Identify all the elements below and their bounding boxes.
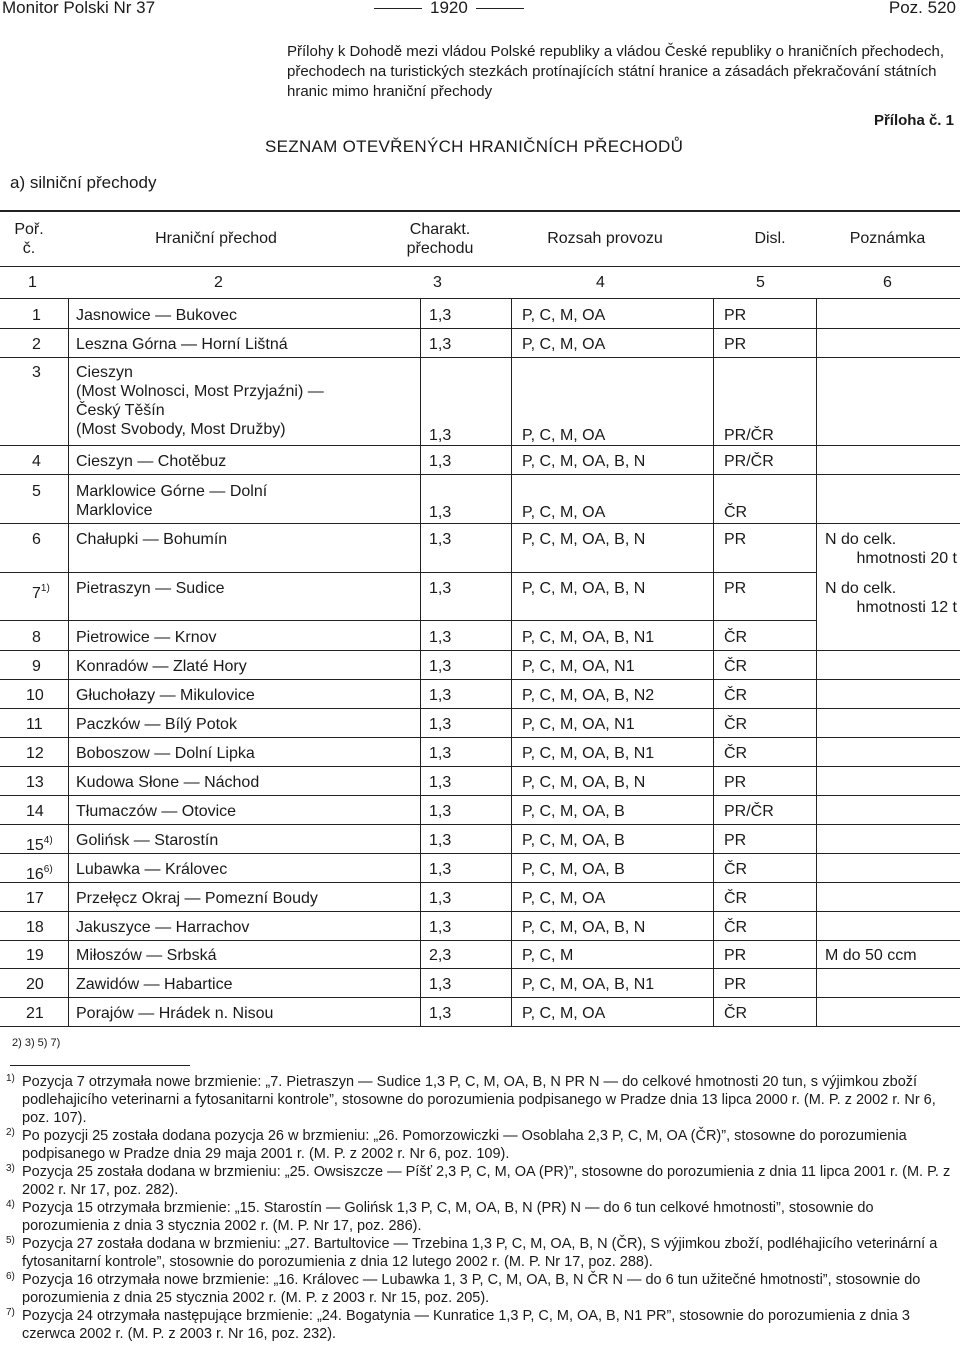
- row-number: 2: [32, 336, 41, 353]
- col-number: 3: [433, 274, 442, 291]
- crossing-name: Konradów — Zlaté Hory: [76, 658, 247, 675]
- char-cell: 1,3: [429, 531, 452, 548]
- col-number: 6: [883, 274, 892, 291]
- crossing-cell: [76, 918, 416, 937]
- disl-cell: PR/ČR: [724, 803, 774, 820]
- disl-cell: PR/ČR: [724, 427, 774, 444]
- char-cell: 1,3: [429, 307, 452, 324]
- crossing-cell: [76, 335, 416, 354]
- col-char-header: Charakt. přechodu: [406, 221, 474, 257]
- disl-cell: ČR: [724, 919, 748, 936]
- crossing-cell: [76, 579, 416, 598]
- crossing-name: Chałupki — Bohumín: [76, 531, 228, 548]
- disl-cell: ČR: [724, 629, 748, 646]
- row-rule: [0, 882, 960, 883]
- row-number: 1: [32, 307, 41, 324]
- crossing-name-line: Marklowice Górne — Dolní: [76, 483, 268, 500]
- disl-cell: ČR: [724, 716, 748, 733]
- footnote-mark: 1): [6, 1073, 15, 1084]
- row-number: 15$^{4)}$: [26, 835, 53, 854]
- footnote-mark: 4): [6, 1199, 15, 1210]
- journal-title: Monitor Polski Nr 37: [2, 0, 156, 17]
- crossing-name-line: Marklovice: [76, 502, 153, 519]
- crossing-cell: [76, 686, 416, 705]
- scope-cell: P, C, M, OA, B, N1: [522, 629, 655, 646]
- scope-cell: P, C, M, OA: [522, 504, 606, 521]
- footnote-text: Pozycja 16 otrzymała nowe brzmienie: „16. Královec — Lubawka 1, 3 P, C, M, OA, B, N ČR N — do 6 tun užitečné hmotnosti”, stosownie do porozumienia z dnia 25 stycznia 2002 r. (M. P. z 2003 r. Nr 15, poz. 205).: [22, 1272, 921, 1306]
- list-title: SEZNAM OTEVŘENÝCH HRANIČNÍCH PŘECHODŮ: [265, 137, 684, 156]
- crossing-cell: [76, 773, 416, 792]
- row-rule: [0, 357, 960, 358]
- disl-cell: PR: [724, 580, 747, 597]
- disl-cell: ČR: [724, 861, 748, 878]
- scope-cell: P, C, M, OA, B, N: [522, 919, 646, 936]
- row-number: 7$^{1)}$: [32, 583, 50, 602]
- char-cell: 1,3: [429, 687, 452, 704]
- row-number: 12: [26, 745, 44, 762]
- grid-vline: [420, 298, 421, 1026]
- char-cell: 1,3: [429, 976, 452, 993]
- crossing-name: Golińsk — Starostín: [76, 832, 219, 849]
- footnote-ref: 4): [43, 835, 53, 846]
- col-number: 1: [28, 274, 37, 291]
- crossing-name: Zawidów — Habartice: [76, 976, 233, 993]
- footnote-rule: [10, 1065, 190, 1066]
- scope-cell: P, C, M, OA, B, N: [522, 774, 646, 791]
- disl-cell: ČR: [724, 1005, 748, 1022]
- crossing-cell: [76, 744, 416, 763]
- col-number: 5: [756, 274, 765, 291]
- row-number: 17: [26, 890, 44, 907]
- crossing-cell: [76, 889, 416, 908]
- scope-cell: P, C, M, OA, B, N1: [522, 745, 655, 762]
- crossing-name-line: Cieszyn: [76, 364, 133, 381]
- page-header: [0, 0, 960, 22]
- scope-cell: P, C, M, OA, B, N: [522, 531, 646, 548]
- note-line: N do celk.: [825, 531, 897, 548]
- scope-cell: P, C, M, OA, B: [522, 832, 625, 849]
- scope-cell: P, C, M, OA: [522, 427, 606, 444]
- row-rule: [0, 474, 960, 475]
- char-cell: 1,3: [429, 774, 452, 791]
- row-rule: [0, 523, 960, 524]
- footnote-mark: 3): [6, 1163, 15, 1174]
- scope-cell: P, C, M, OA: [522, 336, 606, 353]
- row-number: 20: [26, 976, 44, 993]
- footnote-mark: 6): [6, 1271, 15, 1282]
- crossing-name: Boboszow — Dolní Lipka: [76, 745, 255, 762]
- row-number: 4: [32, 453, 41, 470]
- footnote-text: Pozycja 27 została dodana w brzmieniu: „27. Bartultovice — Trzebina 1,3 P, C, M, OA, B, N (ČR), S výjimkou zboží, podléhajicího veterinární a fytosanitarní kontrole”, stosownie do porozumienia z dnia 12 lutego 2002 r. (M. P. Nr 17, poz. 288).: [22, 1236, 938, 1270]
- crossing-name: Przełęcz Okraj — Pomezní Boudy: [76, 890, 318, 907]
- footnote: [6, 1271, 956, 1307]
- footnote: [6, 1235, 956, 1271]
- footnote-ref: 6): [43, 864, 53, 875]
- col-note-header: Poznámka: [849, 230, 926, 247]
- row-rule: [0, 328, 960, 329]
- char-cell: 1,3: [429, 580, 452, 597]
- col-disl-header: Disl.: [754, 230, 786, 247]
- disl-cell: PR: [724, 832, 747, 849]
- footnote-mark: 2): [6, 1127, 15, 1138]
- crossing-cell: [76, 482, 416, 520]
- char-cell: 1,3: [429, 336, 452, 353]
- row-number: 18: [26, 919, 44, 936]
- col-number: 4: [596, 274, 605, 291]
- crossing-name: Jakuszyce — Harrachov: [76, 919, 250, 936]
- footnote-text: Pozycja 24 otrzymała następujące brzmienie: „24. Bogatynia — Kunratice 1,3 P, C, M, OA, B, N1 PR”, stosownie do porozumienia z dnia 3 czerwca 2002 r. (M. P. z 2003 r. Nr 16, poz. 232).: [22, 1308, 910, 1342]
- crossing-name: Kudowa Słone — Náchod: [76, 774, 260, 791]
- char-cell: 1,3: [429, 658, 452, 675]
- crossing-name: Jasnowice — Bukovec: [76, 307, 237, 324]
- char-cell: 2,3: [429, 947, 452, 964]
- footnote-text: Pozycja 15 otrzymała brzmienie: „15. Starostín — Golińsk 1,3 P, C, M, OA, B, N (PR) N — do 6 tun celkové hmotnosti”, stosownie do porozumienia z dnia 3 stycznia 2002 r. (M. P. Nr 17, poz. 286).: [22, 1200, 874, 1234]
- note-line: hmotnosti 12 t: [856, 599, 957, 616]
- footnote: [6, 1307, 956, 1343]
- row-rule: [0, 445, 960, 446]
- crossing-cell: [76, 657, 416, 676]
- crossing-cell: [76, 715, 416, 734]
- crossing-name: Cieszyn — Chotěbuz: [76, 453, 227, 470]
- row-number: 11: [26, 716, 43, 733]
- crossing-cell: [76, 860, 416, 879]
- crossing-cell: [76, 975, 416, 994]
- row-rule: [0, 968, 960, 969]
- scope-cell: P, C, M, OA, N1: [522, 716, 635, 733]
- row-rule: [0, 572, 816, 573]
- position-number: Poz. 520: [888, 0, 956, 17]
- char-cell: 1,3: [429, 745, 452, 762]
- crossing-name: Tłumaczów — Otovice: [76, 803, 237, 820]
- footnote: [6, 1163, 956, 1199]
- note-text: M do 50 ccm: [825, 947, 917, 964]
- note-cell: [825, 579, 957, 617]
- crossing-name-line: (Most Wolnosci, Most Przyjaźni) —: [76, 383, 324, 400]
- char-cell: 1,3: [429, 629, 452, 646]
- char-cell: 1,3: [429, 803, 452, 820]
- section-title: a) silniční přechody: [10, 173, 157, 192]
- row-rule: [0, 737, 960, 738]
- char-cell: 1,3: [429, 861, 452, 878]
- disl-cell: PR: [724, 307, 747, 324]
- year: 1920: [430, 0, 468, 17]
- row-rule: [0, 911, 960, 912]
- char-cell: 1,3: [429, 716, 452, 733]
- footnote-text: Po pozycji 25 została dodana pozycja 26 w brzmieniu: „26. Pomorzowiczki — Osoblaha 2,3 P, C, M, OA (ČR)”, stosowne do porozumienia podpisanego w Pradze dnia 29 maja 2001 r. (M. P. z 2002 r. Nr 6, poz. 109).: [22, 1128, 907, 1162]
- scope-cell: P, C, M, OA, B, N: [522, 580, 646, 597]
- row-rule: [0, 766, 960, 767]
- footnote-mark: 7): [6, 1307, 15, 1318]
- note-cell: [825, 946, 957, 965]
- footnote-text: Pozycja 7 otrzymała nowe brzmienie: „7. Pietraszyn — Sudice 1,3 P, C, M, OA, B, N PR N — do celkové hmotnosti 20 tun, s výjimkou zboží podlehajicího veterinarni a fytosanitarni kontrole”, stosowne do porozumienia podpisanego w Pradze dnia 13 lipca 2000 r. (M. P. z 2002 r. Nr 6, poz. 107).: [22, 1074, 936, 1126]
- char-cell: 1,3: [429, 453, 452, 470]
- scope-cell: P, C, M, OA, B: [522, 803, 625, 820]
- crossing-name: Lubawka — Královec: [76, 861, 228, 878]
- crossing-name: Pietrowice — Krnov: [76, 629, 217, 646]
- scope-cell: P, C, M, OA, B, N1: [522, 976, 655, 993]
- crossing-cell: [76, 452, 416, 471]
- crossing-cell: [76, 802, 416, 821]
- row-rule: [0, 795, 960, 796]
- scope-cell: P, C, M, OA: [522, 1005, 606, 1022]
- row-rule: [0, 997, 960, 998]
- disl-cell: PR: [724, 976, 747, 993]
- crossing-cell: [76, 946, 416, 965]
- grid-vline: [816, 298, 817, 1026]
- footnote: [6, 1127, 956, 1163]
- row-number: 16$^{6)}$: [26, 864, 53, 883]
- disl-cell: ČR: [724, 890, 748, 907]
- char-cell: 1,3: [429, 427, 452, 444]
- scope-cell: P, C, M: [522, 947, 574, 964]
- crossing-cell: [76, 530, 416, 549]
- scope-cell: P, C, M, OA: [522, 307, 606, 324]
- row-number: 14: [26, 803, 44, 820]
- row-number: 8: [32, 629, 41, 646]
- row-number: 3: [32, 364, 41, 381]
- row-number: 19: [26, 947, 44, 964]
- row-number: 13: [26, 774, 44, 791]
- char-cell: 1,3: [429, 890, 452, 907]
- crossing-name-line: (Most Svobody, Most Družby): [76, 421, 286, 438]
- char-cell: 1,3: [429, 1005, 452, 1022]
- char-cell: 1,3: [429, 832, 452, 849]
- crossing-name: Paczków — Bílý Potok: [76, 716, 237, 733]
- grid-vline: [511, 298, 512, 1026]
- scope-cell: P, C, M, OA, B: [522, 861, 625, 878]
- disl-cell: ČR: [724, 658, 748, 675]
- col-no-header: Poř. č.: [14, 221, 44, 257]
- row-number: 10: [26, 687, 44, 704]
- row-rule: [0, 824, 960, 825]
- scope-cell: P, C, M, OA: [522, 890, 606, 907]
- row-number: 9: [32, 658, 41, 675]
- crossing-name: Pietraszyn — Sudice: [76, 580, 225, 597]
- crossing-name: Miłoszów — Srbská: [76, 947, 217, 964]
- footnote-ref: 1): [40, 583, 50, 594]
- omitted-notes: 2) 3) 5) 7): [12, 1037, 61, 1049]
- column-headers: [0, 212, 960, 264]
- grid-vline: [713, 298, 714, 1026]
- footnote-mark: 5): [6, 1235, 15, 1246]
- disl-cell: PR: [724, 531, 747, 548]
- disl-cell: ČR: [724, 504, 748, 521]
- row-number: 21: [26, 1005, 44, 1022]
- scope-cell: P, C, M, OA, B, N2: [522, 687, 655, 704]
- row-rule: [0, 679, 960, 680]
- crossing-name-line: Český Těšín: [76, 402, 165, 419]
- crossing-cell: [76, 306, 416, 325]
- row-rule: [0, 620, 816, 621]
- disl-cell: ČR: [724, 745, 748, 762]
- row-number: 5: [32, 483, 41, 500]
- note-line: hmotnosti 20 t: [856, 550, 957, 567]
- disl-cell: PR: [724, 774, 747, 791]
- crossing-name: Leszna Górna — Horní Lištná: [76, 336, 288, 353]
- disl-cell: PR: [724, 336, 747, 353]
- disl-cell: PR/ČR: [724, 453, 774, 470]
- row-rule: [0, 940, 960, 941]
- note-cell: [825, 530, 957, 568]
- crossing-cell: [76, 1004, 416, 1023]
- crossing-name: Głuchołazy — Mikulovice: [76, 687, 255, 704]
- disl-cell: PR: [724, 947, 747, 964]
- note-line: N do celk.: [825, 580, 897, 597]
- footnote: [6, 1199, 956, 1235]
- scope-cell: P, C, M, OA, N1: [522, 658, 635, 675]
- row-number: 6: [32, 531, 41, 548]
- char-cell: 1,3: [429, 919, 452, 936]
- intro-text: Přílohy k Dohodě mezi vládou Polské republiky a vládou České republiky o hraničních přechodech, přechodech na turistických stezkách protínajících státní hranice a zásadách překračování státních hranic mimo hraniční přechody: [287, 43, 945, 100]
- footnote: [6, 1073, 956, 1127]
- footnote-text: Pozycja 25 została dodana w brzmieniu: „25. Owsiszcze — Píšť 2,3 P, C, M, OA (PR)”, stosowne do porozumienia z dnia 11 lipca 2001 r. (M. P. z 2002 r. Nr 17, poz. 282).: [22, 1164, 951, 1198]
- header-rule: [0, 266, 960, 267]
- row-rule: [0, 708, 960, 709]
- annex-label: Příloha č. 1: [873, 112, 954, 129]
- row-rule: [0, 650, 960, 651]
- disl-cell: ČR: [724, 687, 748, 704]
- row-rule: [0, 1026, 960, 1027]
- crossing-name: Porajów — Hrádek n. Nisou: [76, 1005, 274, 1022]
- col-name-header: Hraniční přechod: [155, 230, 277, 247]
- col-number: 2: [214, 274, 223, 291]
- crossing-cell: [76, 628, 416, 647]
- char-cell: 1,3: [429, 504, 452, 521]
- scope-cell: P, C, M, OA, B, N: [522, 453, 646, 470]
- crossing-cell: [76, 831, 416, 850]
- col-scope-header: Rozsah provozu: [547, 230, 663, 247]
- row-rule: [0, 853, 960, 854]
- crossing-cell: [76, 363, 416, 439]
- footnotes: [6, 1073, 956, 1343]
